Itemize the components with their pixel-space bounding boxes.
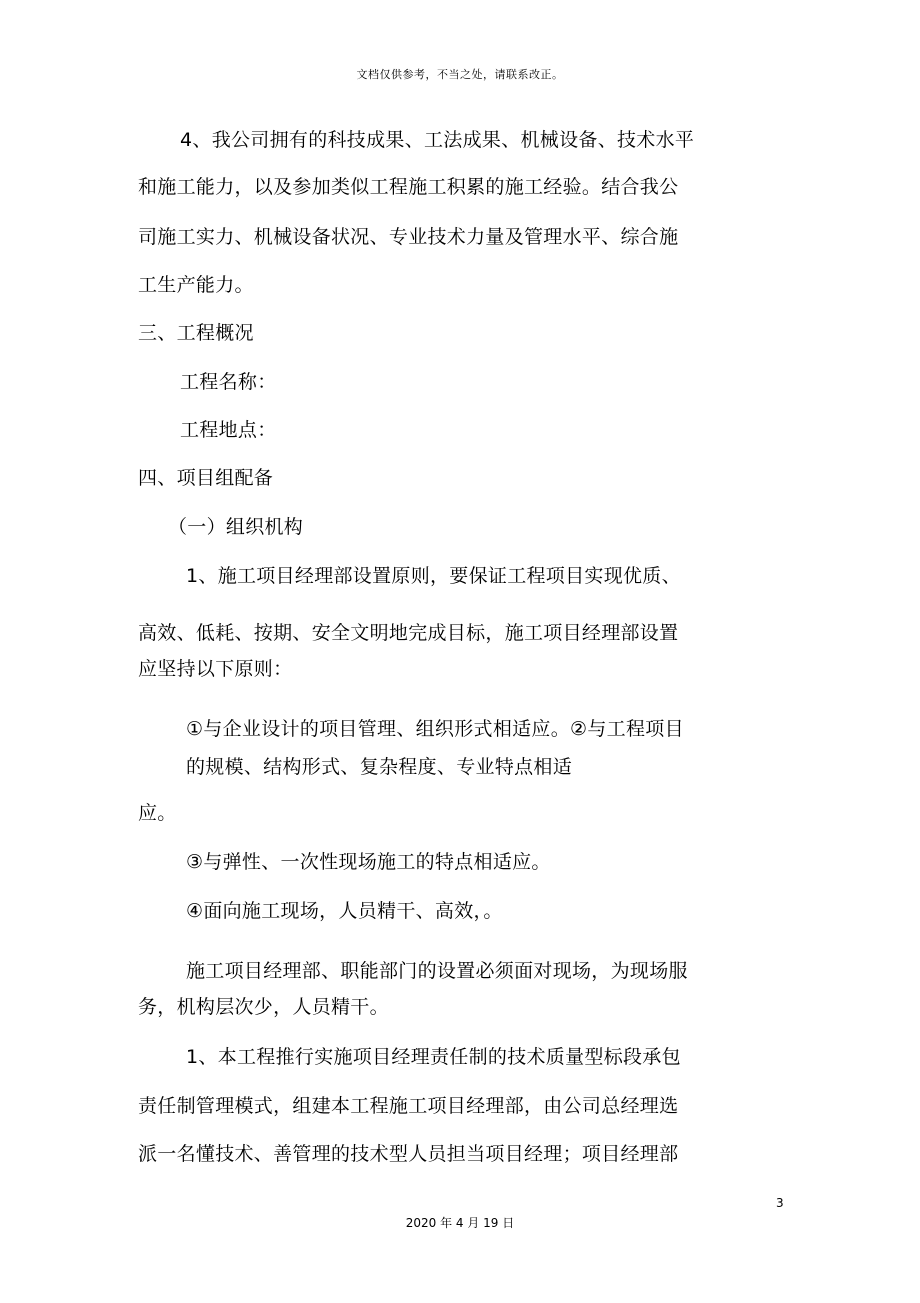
subsection-heading: （一）组织机构 <box>168 516 304 538</box>
footer-date: 2020 年 4 月 19 日 <box>405 1216 515 1230</box>
list-item: 的规模、结构形式、复杂程度、专业特点相适 <box>186 756 573 778</box>
paragraph-line: 司施工实力、机械设备状况、专业技术力量及管理水平、综合施 <box>138 226 679 248</box>
paragraph-line: 务，机构层次少，人员精干。 <box>138 996 389 1018</box>
paragraph-line: 施工项目经理部、职能部门的设置必须面对现场，为现场服 <box>186 960 688 982</box>
paragraph-line: 高效、低耗、按期、安全文明地完成目标，施工项目经理部设置 <box>138 622 679 644</box>
paragraph-line: 1、本工程推行实施项目经理责任制的技术质量型标段承包 <box>186 1046 681 1068</box>
list-item: 应。 <box>138 802 177 824</box>
section-heading: 四、项目组配备 <box>138 467 274 489</box>
list-item: ①与企业设计的项目管理、组织形式相适应。②与工程项目 <box>186 718 684 740</box>
list-item: ③与弹性、一次性现场施工的特点相适应。 <box>186 851 551 873</box>
page-number: 3 <box>776 1196 784 1210</box>
paragraph-line: 应坚持以下原则： <box>138 658 293 680</box>
paragraph-line: 4、我公司拥有的科技成果、工法成果、机械设备、技术水平 <box>180 129 695 151</box>
section-heading: 三、工程概况 <box>138 322 254 344</box>
paragraph-line: 派一名懂技术、善管理的技术型人员担当项目经理；项目经理部 <box>138 1143 679 1165</box>
paragraph-line: 责任制管理模式，组建本工程施工项目经理部，由公司总经理选 <box>138 1095 679 1117</box>
paragraph-line: 1、施工项目经理部设置原则，要保证工程项目实现优质、 <box>186 565 681 587</box>
paragraph-line: 和施工能力，以及参加类似工程施工积累的施工经验。结合我公 <box>138 176 679 198</box>
paragraph-line: 工生产能力。 <box>138 274 254 296</box>
header-note: 文档仅供参考，不当之处，请联系改正。 <box>356 68 564 81</box>
field-label: 工程名称： <box>180 371 277 393</box>
list-item: ④面向施工现场，人员精干、高效，。 <box>186 900 503 922</box>
field-label: 工程地点： <box>180 419 277 441</box>
